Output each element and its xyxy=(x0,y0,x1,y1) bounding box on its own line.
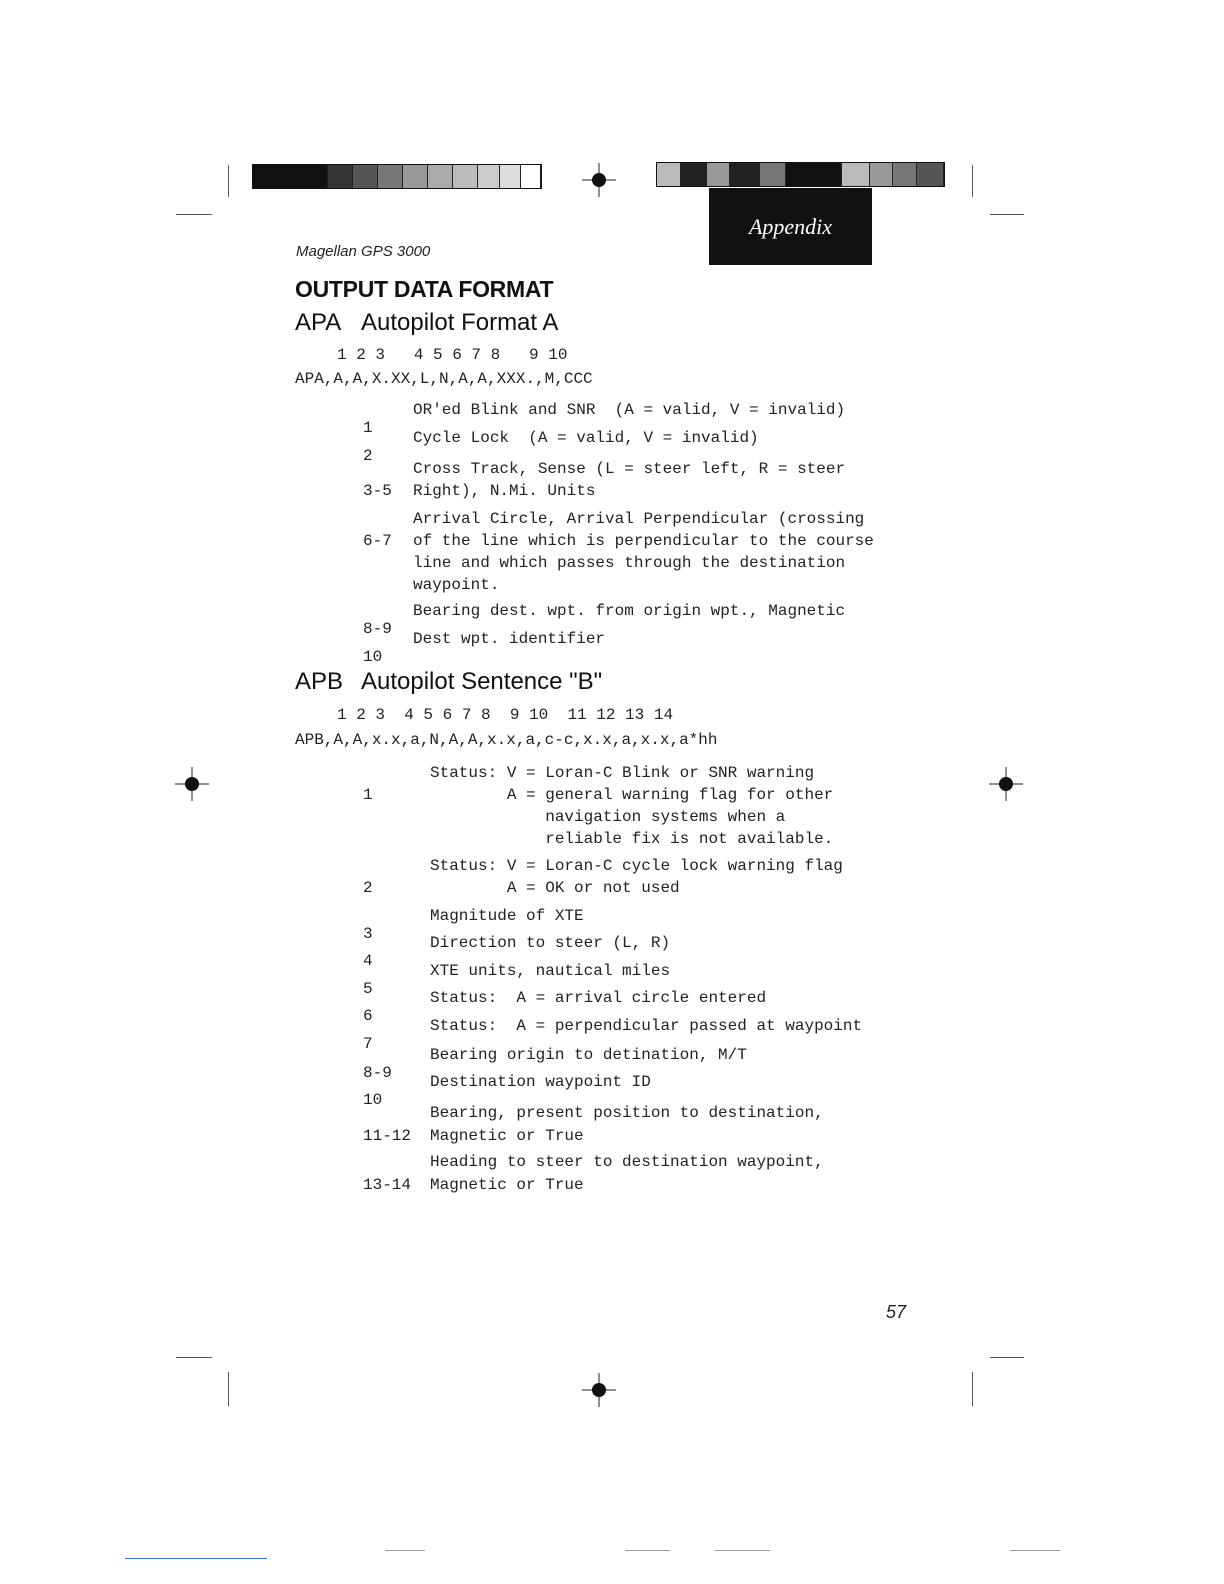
field-description: Status: V = Loran-C cycle lock warning flag A = OK or not used xyxy=(430,857,843,897)
crop-mark xyxy=(228,1372,229,1406)
crop-mark xyxy=(972,1372,973,1406)
crop-mark xyxy=(176,1357,212,1358)
section-title: OUTPUT DATA FORMAT xyxy=(295,276,554,302)
scan-artifact xyxy=(625,1550,670,1551)
registration-mark-icon xyxy=(582,1373,616,1407)
field-description: Cross Track, Sense (L = steer left, R = steer Right), N.Mi. Units xyxy=(413,460,846,500)
field-number: 2 xyxy=(363,879,373,897)
field-number: 6-7 xyxy=(363,532,392,550)
field-number: 11-12 xyxy=(363,1127,412,1145)
field-number: 5 xyxy=(363,980,373,998)
field-number: 8-9 xyxy=(363,620,392,638)
crop-mark xyxy=(176,214,212,215)
scan-artifact xyxy=(715,1550,770,1551)
field-description: Status: A = arrival circle entered xyxy=(430,989,767,1007)
list-item xyxy=(363,1151,824,1220)
color-bar-left xyxy=(252,164,542,189)
crop-mark xyxy=(228,165,229,197)
crop-mark xyxy=(990,1357,1024,1358)
field-number: 3 xyxy=(363,925,373,943)
list-item xyxy=(363,508,874,594)
field-description: Status: V = Loran-C Blink or SNR warning A = general warning flag for other navigation systems when a reliable fix is not available. xyxy=(430,764,834,848)
field-number: 7 xyxy=(363,1035,373,1053)
scan-artifact xyxy=(125,1558,267,1559)
field-description: Destination waypoint ID xyxy=(430,1073,651,1091)
field-number: 10 xyxy=(363,648,383,666)
field-number: 2 xyxy=(363,447,373,465)
scan-artifact xyxy=(1010,1550,1060,1551)
field-number: 8-9 xyxy=(363,1064,392,1082)
field-description: Direction to steer (L, R) xyxy=(430,934,671,952)
apa-title: Autopilot Format A xyxy=(361,309,559,336)
field-number: 13-14 xyxy=(363,1176,412,1194)
color-bar-right xyxy=(656,162,945,187)
field-number: 3-5 xyxy=(363,482,392,500)
field-number: 4 xyxy=(363,952,373,970)
field-description: Status: A = perpendicular passed at waypoint xyxy=(430,1017,863,1035)
apb-heading xyxy=(295,668,602,696)
registration-mark-icon xyxy=(989,767,1023,801)
apa-code: APA xyxy=(295,309,342,336)
field-description: Bearing, present position to destination, Magnetic or True xyxy=(430,1104,824,1145)
apb-sentence: APB,A,A,x.x,a,N,A,A,x.x,a,c-c,x.x,a,x.x,a*hh xyxy=(295,731,718,749)
field-number: 1 xyxy=(363,419,373,437)
page-number: 57 xyxy=(886,1302,907,1322)
registration-mark-icon xyxy=(582,163,616,197)
field-description: Heading to steer to destination waypoint, Magnetic or True xyxy=(430,1153,824,1194)
field-description: OR'ed Blink and SNR (A = valid, V = invalid) xyxy=(413,401,846,419)
list-item xyxy=(363,762,834,848)
field-description: Cycle Lock (A = valid, V = invalid) xyxy=(413,429,759,447)
apb-code: APB xyxy=(295,668,344,695)
apa-index-line: 1 2 3 4 5 6 7 8 9 10 xyxy=(337,346,568,364)
apa-heading xyxy=(295,309,558,337)
apb-index-line: 1 2 3 4 5 6 7 8 9 10 11 12 13 14 xyxy=(337,706,674,724)
field-description: Bearing dest. wpt. from origin wpt., Magnetic xyxy=(413,602,846,620)
crop-mark xyxy=(972,165,973,197)
field-description: Bearing origin to detination, M/T xyxy=(430,1046,747,1064)
field-number: 1 xyxy=(363,786,373,804)
field-number: 6 xyxy=(363,1007,373,1025)
crop-mark xyxy=(990,214,1024,215)
scan-artifact xyxy=(385,1550,425,1551)
field-description: Magnitude of XTE xyxy=(430,907,584,925)
apa-sentence: APA,A,A,X.XX,L,N,A,A,XXX.,M,CCC xyxy=(295,370,593,388)
running-head: Magellan GPS 3000 xyxy=(296,243,431,260)
field-description: Dest wpt. identifier xyxy=(413,630,606,648)
field-description: Arrival Circle, Arrival Perpendicular (crossing of the line which is perpendicular to the course line and which passes through the destination waypoint. xyxy=(413,510,874,594)
appendix-tab: Appendix xyxy=(709,188,872,265)
field-description: XTE units, nautical miles xyxy=(430,962,671,980)
apb-title: Autopilot Sentence "B" xyxy=(361,668,603,695)
registration-mark-icon xyxy=(175,767,209,801)
field-number: 10 xyxy=(363,1091,383,1109)
